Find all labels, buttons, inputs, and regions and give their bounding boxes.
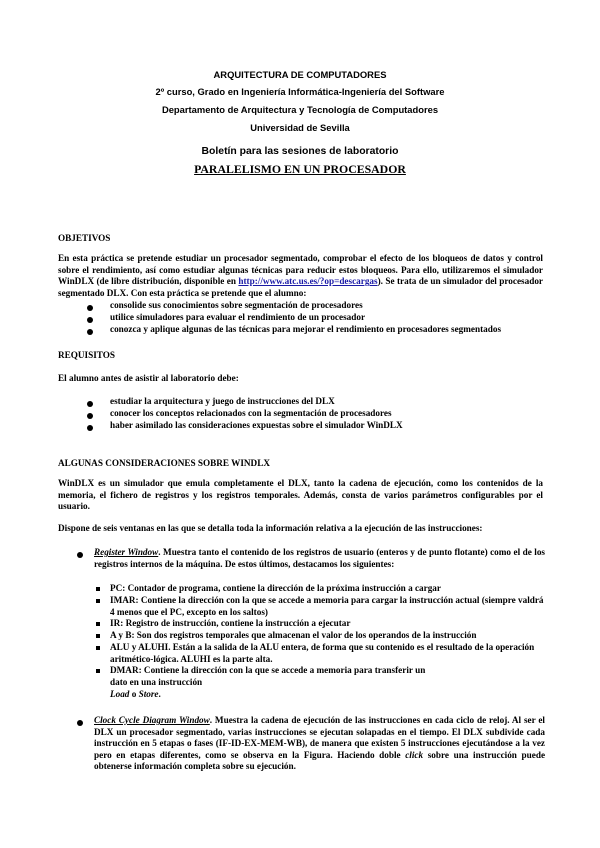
bullet-icon (87, 317, 93, 323)
bullet-icon (87, 401, 93, 407)
consideraciones-paragraph-2: Dispone de seis ventanas en las que se detalla toda la información relativa a la ejecución de las instrucciones: (58, 523, 483, 533)
bullet-icon (87, 329, 93, 335)
clock-window-text-end: sobre una instrucción puede obtenerse información completa sobre su ejecución. (94, 749, 546, 772)
bulletin-subtitle: Boletín para las sesiones de laboratorio (201, 146, 399, 157)
bullet-icon (87, 425, 93, 431)
register-item: IR: Registro de instrucción, contiene la instrucción a ejecutar (110, 618, 351, 628)
requisito-item: conocer los conceptos relacionados con la segmentación de procesadores (110, 408, 392, 418)
load-word: Load (110, 689, 130, 699)
square-bullet-icon (96, 587, 100, 591)
square-bullet-icon (96, 634, 100, 638)
register-window-name: Register Window (94, 547, 159, 557)
bullet-icon (77, 552, 83, 558)
requisito-item: haber asimilado las consideraciones expuestas sobre el simulador WinDLX (110, 420, 403, 430)
or-word: o (131, 689, 137, 699)
consideraciones-paragraph-1: WinDLX es un simulador que emula completamente el DLX, tanto la cadena de ejecución, como los contenidos de la memoria, el fichero de registros y los registros temporales. Además, consta de varios parámetros configurables por el usuario. (58, 478, 543, 512)
click-word: click (405, 749, 424, 760)
consideraciones-heading: ALGUNAS CONSIDERACIONES SOBRE WINDLX (58, 458, 270, 468)
download-link[interactable]: http://www.atc.us.es/?op=descargas (238, 276, 378, 287)
register-window-text: . Muestra tanto el contenido de los registros de usuario (enteros y de punto flotante) como el de los registros internos de la máquina. De estos últimos, destacamos los siguientes: (94, 547, 545, 569)
square-bullet-icon (96, 646, 100, 650)
register-item: PC: Contador de programa, contiene la dirección de la próxima instrucción a cargar (110, 583, 441, 593)
objetivos-text: En esta práctica se pretende estudiar un procesador segmentado, comprobar el efecto de los bloqueos de datos y control sobre el rendimiento, así como estudiar algunas técnicas para reducir estos bloqueos. Para ello, utilizaremos el simulador WinDLX (de libre distribución, disponible en (58, 253, 543, 287)
clock-window-name: Clock Cycle Diagram Window (94, 715, 210, 725)
university: Universidad de Sevilla (250, 122, 350, 133)
clock-window-paragraph (94, 715, 545, 773)
bullet-icon (77, 720, 83, 726)
square-bullet-icon (96, 669, 100, 673)
objetivos-text-end: ). Se trata de un simulador del procesador segmentado DLX. Con esta práctica se pretende que el alumno: (58, 276, 544, 298)
page-title: PARALELISMO EN UN PROCESADOR (194, 162, 406, 176)
load-store-line: Load o Store. (110, 689, 161, 699)
square-bullet-icon (96, 599, 100, 603)
square-bullet-icon (96, 622, 100, 626)
objetivo-item: utilice simuladores para evaluar el rendimiento de un procesador (110, 312, 366, 322)
objetivos-heading: OBJETIVOS (58, 233, 111, 243)
objetivo-item: consolide sus conocimientos sobre segmentación de procesadores (110, 300, 363, 310)
clock-window-text: . Muestra la cadena de ejecución de las instrucciones en cada ciclo de reloj. Al ser el DLX un procesador segmentado, varias instrucciones se ejecutan solapadas en el tiempo. El DLX subdivide cada instrucción en 5 etapas o fases (IF-ID-EX-MEM-WB), de manera que existen 5 instrucciones ejecutándose a la vez pero en etapas diferentes, como se observa en la Figura. Haciendo doble (94, 715, 545, 760)
course-title: ARQUITECTURA DE COMPUTADORES (213, 69, 387, 80)
bullet-icon (87, 413, 93, 419)
register-item: IMAR: Contiene la dirección con la que se accede a memoria para cargar la instrucción actual (siempre valdrá 4 menos que el PC, excepto en los saltos) (110, 595, 544, 617)
requisitos-intro: El alumno antes de asistir al laboratorio debe: (58, 373, 239, 383)
requisitos-heading: REQUISITOS (58, 350, 116, 360)
department: Departamento de Arquitectura y Tecnología de Computadores (161, 104, 439, 115)
store-word: Store (138, 689, 159, 699)
register-window-paragraph (94, 547, 545, 570)
objetivos-paragraph (58, 253, 543, 299)
bullet-icon (87, 305, 93, 311)
register-item: A y B: Son dos registros temporales que almacenan el valor de los operandos de la instrucción (110, 630, 477, 640)
requisito-item: estudiar la arquitectura y juego de instrucciones del DLX (110, 396, 335, 406)
objetivo-item: conozca y aplique algunas de las técnicas para mejorar el rendimiento en procesadores segmentados (110, 324, 502, 334)
register-item: DMAR: Contiene la dirección con la que se accede a memoria para transferir un dato en una instrucción (110, 665, 426, 687)
course-degree: 2º curso, Grado en Ingeniería Informática-Ingeniería del Software (155, 86, 445, 97)
register-item: ALU y ALUHI. Están a la salida de la ALU entera, de forma que su contenido es el resultado de la operación aritmético-lógica. ALUHI es la parte alta. (110, 642, 535, 664)
